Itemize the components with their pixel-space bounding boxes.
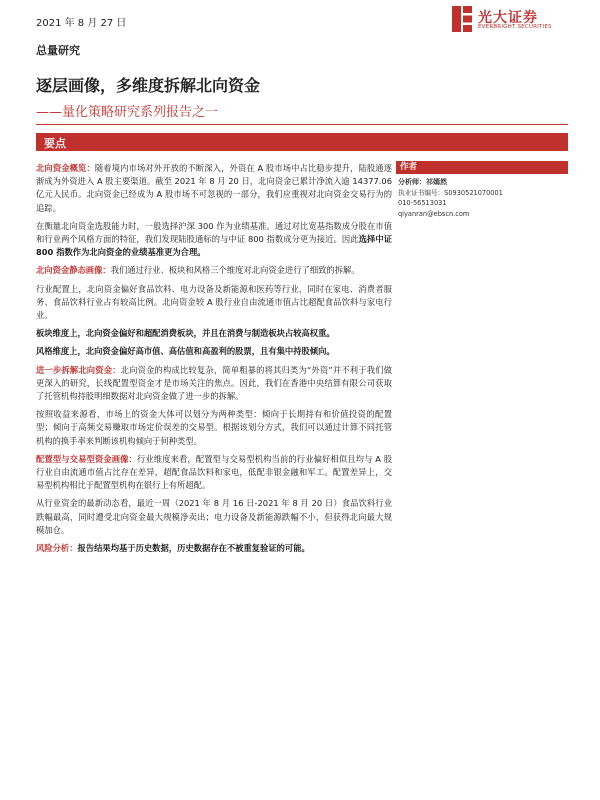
paragraph <box>36 408 392 448</box>
author-heading: 作者 <box>396 161 568 174</box>
analyst-license: 执业证书编号：S0930521070001 <box>398 188 503 197</box>
author-panel <box>396 161 568 219</box>
paragraph-lead: 北向资金静态画像： <box>36 265 111 276</box>
paragraph-bold-text: 板块维度上，北向资金偏好和超配消费板块，并且在消费与制造板块占较高权重。 <box>36 328 335 339</box>
paragraph <box>36 497 392 537</box>
logo-mark-icon <box>452 6 472 32</box>
logo-english-name: EVERBRIGHT SECURITIES <box>478 24 552 30</box>
paragraph <box>36 364 392 404</box>
paragraph-text: 我们通过行业、板块和风格三个维度对北向资金进行了细致的拆解。 <box>110 265 360 276</box>
paragraph-text: 按照收益来源看，市场上的资金大体可以划分为两种类型：倾向于长期持有和价值投资的配置型；倾向于高频交易赚取市场定价误差的交易型。根据该划分方式，我们可以通过计算不同托管机构的换手率来判断该机构倾向于何种类型。 <box>36 409 392 446</box>
paragraph-bold-text: 报告结果均基于历史数据，历史数据存在不被重复验证的可能。 <box>77 543 310 554</box>
paragraph-lead: 配置型与交易型资金画像： <box>36 453 137 464</box>
section-label: 要点 <box>44 137 66 150</box>
paragraph-lead: 进一步拆解北向资金： <box>36 364 121 375</box>
paragraph-text: 从行业资金的最新动态看，最近一周（2021 年 8 月 16 日-2021 年 8 月 20 日）食品饮料行业跌幅最高，同时遭受北向资金最大规模净卖出；电力设备及新能源跌幅不小，但获得北向最大规模加仓。 <box>36 498 392 535</box>
paragraph <box>36 283 392 323</box>
key-points-body <box>36 162 392 560</box>
paragraph-text: 北向资金的构成比较复杂，简单粗暴的将其归类为“外资”并不利于我们做更深入的研究，长线配置型资金才是市场关注的焦点。因此，我们在香港中央结算有限公司获取了托管机构持股明细数据对北向资金做了进一步的拆解。 <box>36 364 392 402</box>
paragraph <box>36 220 392 260</box>
company-logo <box>452 6 572 36</box>
section-header-bar <box>36 133 568 151</box>
paragraph <box>36 264 392 277</box>
paragraph-text: 随着境内市场对外开放的不断深入，外资在 A 股市场中占比稳步提升，陆股通逐渐成为外资进入 A 股主要渠道。截至 2021 年 8 月 20 日，北向资金已累计净流入逾 14377.06 亿元人民币。北向资金已经成为 A 股市场不可忽视的一部分，我们应重视对北向资金交易行为的追踪。 <box>36 163 392 213</box>
paragraph <box>36 542 392 555</box>
paragraph-bold-text: 风格维度上，北向资金偏好高市值、高估值和高盈利的股票，且有集中持股倾向。 <box>36 346 335 357</box>
report-date: 2021 年 8 月 27 日 <box>36 18 127 29</box>
paragraph <box>36 453 392 493</box>
paragraph <box>36 327 392 340</box>
analyst-name: 分析师：祁嫣然 <box>398 178 447 186</box>
paragraph-text: 在衡量北向资金选股能力时，一般选择沪深 300 作为业绩基准。通过对比宽基指数成分股在市值和行业两个风格方面的特征，我们发现陆股通标的与中证 800 指数成分更为接近。因此 <box>36 220 392 245</box>
paragraph-bold-text: 选择中证 800 指数作为北向资金的业绩基准更为合理。 <box>36 234 392 258</box>
report-title: 逐层画像，多维度拆解北向资金 <box>36 76 261 95</box>
paragraph-text: 行业维度来看，配置型与交易型机构当前的行业偏好相似且均与 A 股行业自由流通市值占比存在差异，超配食品饮料和家电，低配非银金融和军工。配置差异上，交易型机构相比于配置型机构在银行上有所超配。 <box>36 453 392 491</box>
analyst-phone: 010-56513031 <box>398 199 447 207</box>
paragraph <box>36 345 392 358</box>
report-category: 总量研究 <box>36 44 80 57</box>
analyst-email: qiyanran@ebscn.com <box>398 209 470 218</box>
report-subtitle: ——量化策略研究系列报告之一 <box>36 105 219 120</box>
title-divider <box>36 124 568 125</box>
paragraph <box>36 162 392 215</box>
paragraph-text: 行业配置上，北向资金偏好食品饮料、电力设备及新能源和医药等行业，同时在家电、消费者服务、食品饮料行业占有较高比例。北向资金较 A 股行业自由流通市值占比超配食品饮料与家电行业。 <box>36 283 392 321</box>
paragraph-lead: 风险分析： <box>36 543 78 554</box>
paragraph-lead: 北向资金概览： <box>36 163 95 173</box>
logo-chinese-name: 光大证券 <box>478 10 538 26</box>
